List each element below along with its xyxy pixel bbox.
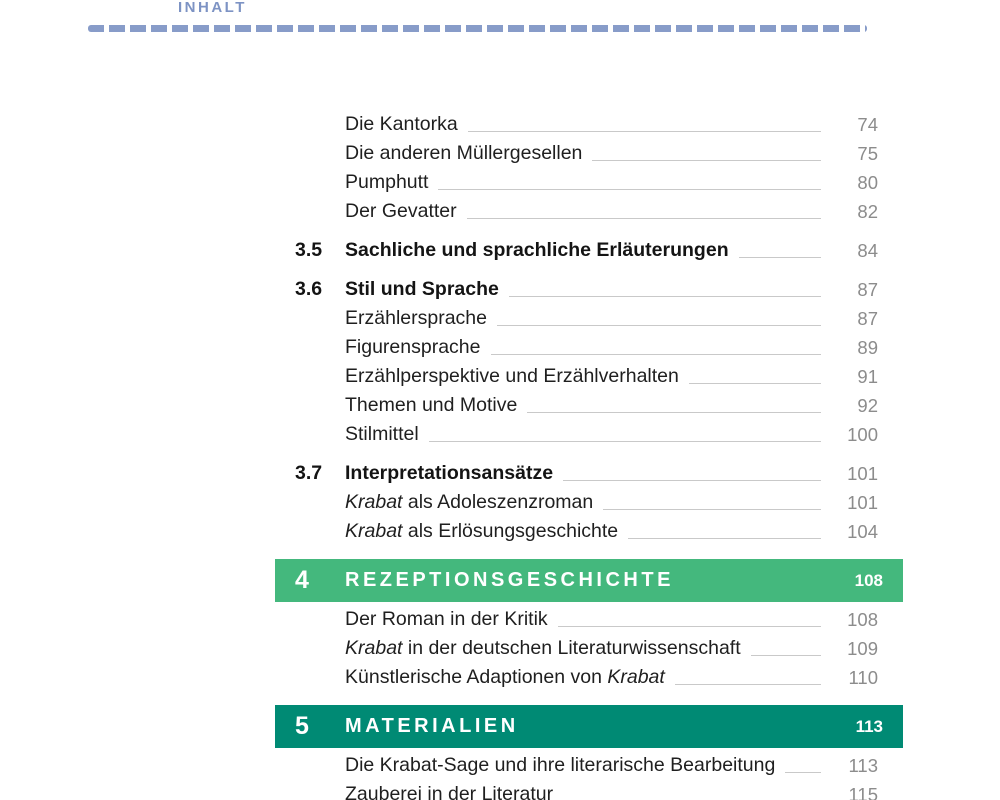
entry-page-number: 109 bbox=[847, 637, 878, 659]
leader-line bbox=[751, 655, 821, 656]
entry-page-number: 91 bbox=[857, 365, 878, 387]
entry-title: Interpretationsansätze bbox=[345, 462, 554, 484]
toc-entry bbox=[295, 197, 878, 226]
chapter-page-number: 108 bbox=[854, 570, 883, 590]
toc-entry bbox=[295, 420, 878, 449]
entry-page-number: 82 bbox=[857, 200, 878, 222]
entry-page-number: 92 bbox=[857, 394, 878, 416]
entry-title: Künstlerische Adaptionen von Krabat bbox=[345, 666, 665, 688]
entry-number: 3.5 bbox=[295, 239, 323, 261]
leader-line bbox=[429, 441, 821, 442]
toc-entry bbox=[295, 333, 878, 362]
leader-line bbox=[603, 509, 821, 510]
entry-page-number: 101 bbox=[847, 462, 878, 484]
toc-entry bbox=[295, 110, 878, 139]
entry-page-number: 104 bbox=[847, 520, 878, 542]
entry-number: 3.7 bbox=[295, 462, 323, 484]
toc-entry bbox=[295, 139, 878, 168]
entry-title: Krabat als Erlösungsgeschichte bbox=[345, 520, 619, 542]
leader-line bbox=[563, 480, 821, 481]
toc-entry bbox=[295, 236, 878, 265]
leader-line bbox=[527, 412, 821, 413]
toc-entry bbox=[295, 168, 878, 197]
toc-entry bbox=[295, 751, 878, 780]
entry-page-number: 108 bbox=[847, 608, 878, 630]
leader-line bbox=[628, 538, 821, 539]
entry-page-number: 101 bbox=[847, 491, 878, 513]
leader-line bbox=[675, 684, 821, 685]
toc-entry bbox=[295, 391, 878, 420]
entry-title: Zauberei in der Literatur bbox=[345, 783, 554, 800]
toc-entry bbox=[295, 634, 878, 663]
entry-title: Der Gevatter bbox=[345, 200, 457, 222]
toc-entry bbox=[295, 605, 878, 634]
leader-line bbox=[689, 383, 821, 384]
chapter-page-number: 113 bbox=[855, 716, 883, 736]
entry-title: Figurensprache bbox=[345, 336, 481, 358]
entry-page-number: 74 bbox=[857, 113, 878, 135]
entry-title: Der Roman in der Kritik bbox=[345, 608, 548, 630]
chapter-title: REZEPTIONSGESCHICHTE bbox=[345, 569, 674, 591]
toc-entry bbox=[295, 488, 878, 517]
entry-page-number: 100 bbox=[847, 423, 878, 445]
entry-title: Stil und Sprache bbox=[345, 278, 499, 300]
leader-line bbox=[739, 257, 821, 258]
page-header-label: INHALT bbox=[178, 0, 247, 16]
chapter-banner bbox=[275, 559, 903, 602]
leader-line bbox=[558, 626, 821, 627]
leader-line bbox=[467, 218, 821, 219]
entry-title: Erzählperspektive und Erzählverhalten bbox=[345, 365, 679, 387]
entry-title: Die Kantorka bbox=[345, 113, 458, 135]
chapter-number: 5 bbox=[295, 712, 309, 740]
toc-entry bbox=[295, 663, 878, 692]
entry-title: Pumphutt bbox=[345, 171, 429, 193]
entry-number: 3.6 bbox=[295, 278, 323, 300]
entry-page-number: 110 bbox=[848, 666, 878, 688]
entry-page-number: 89 bbox=[857, 336, 878, 358]
entry-title: Krabat in der deutschen Literaturwissenschaft bbox=[345, 637, 741, 659]
entry-page-number: 84 bbox=[857, 239, 878, 261]
entry-page-number: 75 bbox=[857, 142, 878, 164]
toc-entry bbox=[295, 275, 878, 304]
entry-title: Die Krabat-Sage und ihre literarische Bearbeitung bbox=[345, 754, 776, 776]
entry-title: Die anderen Müllergesellen bbox=[345, 142, 583, 164]
toc-entry bbox=[295, 517, 878, 546]
leader-line bbox=[438, 189, 821, 190]
leader-line bbox=[592, 160, 821, 161]
leader-line bbox=[509, 296, 821, 297]
toc-entry bbox=[295, 780, 878, 800]
chapter-banner bbox=[275, 705, 903, 748]
entry-title: Krabat als Adoleszenzroman bbox=[345, 491, 594, 513]
leader-line bbox=[491, 354, 822, 355]
chapter-title: MATERIALIEN bbox=[345, 715, 519, 737]
chapter-number: 4 bbox=[295, 566, 309, 594]
toc-entry bbox=[295, 304, 878, 333]
entry-page-number: 115 bbox=[848, 783, 878, 800]
toc-entry bbox=[295, 459, 878, 488]
leader-line bbox=[497, 325, 821, 326]
entry-page-number: 80 bbox=[857, 171, 878, 193]
entry-title: Themen und Motive bbox=[345, 394, 518, 416]
entry-title: Sachliche und sprachliche Erläuterungen bbox=[345, 239, 729, 261]
leader-line bbox=[468, 131, 821, 132]
entry-page-number: 113 bbox=[848, 754, 878, 776]
toc-entry bbox=[295, 362, 878, 391]
entry-title: Stilmittel bbox=[345, 423, 419, 445]
entry-page-number: 87 bbox=[857, 307, 878, 329]
leader-line bbox=[785, 772, 821, 773]
entry-page-number: 87 bbox=[857, 278, 878, 300]
entry-title: Erzählersprache bbox=[345, 307, 487, 329]
